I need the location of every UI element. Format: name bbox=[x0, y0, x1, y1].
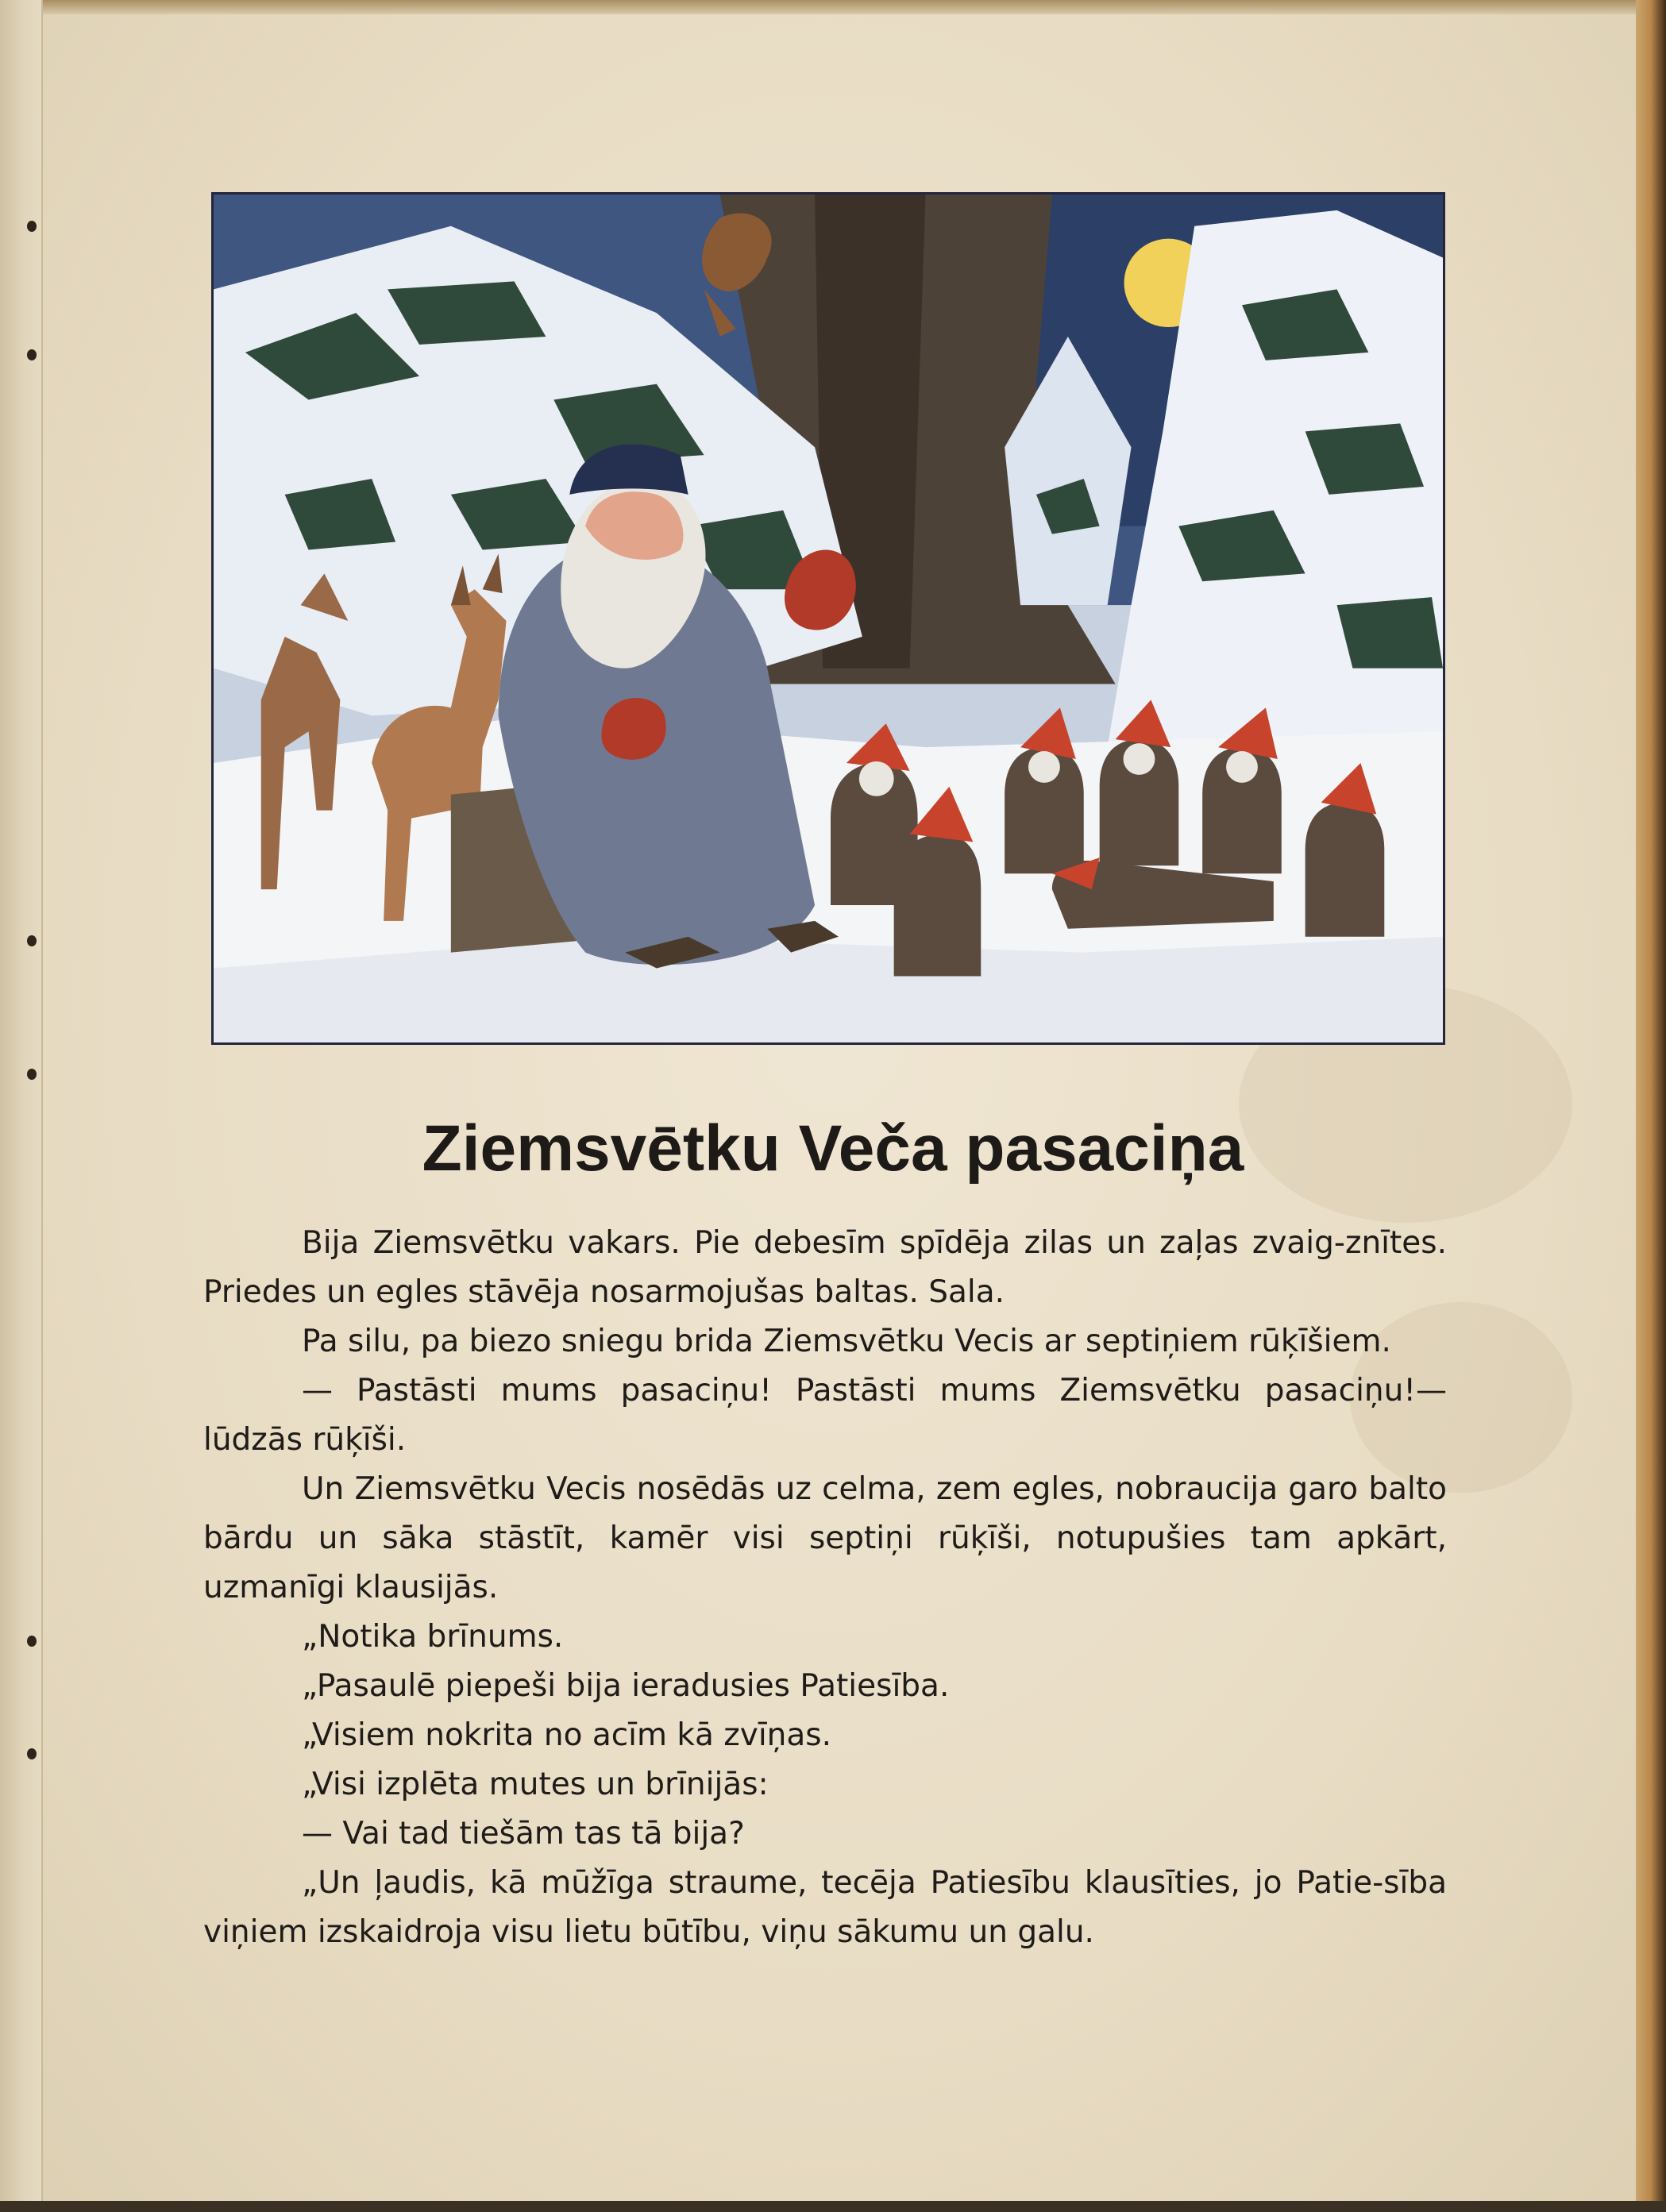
paragraph: — Vai tad tiešām tas tā bija? bbox=[302, 1816, 745, 1852]
page-bottom-edge bbox=[0, 2201, 1666, 2212]
binding-hole bbox=[27, 1748, 37, 1759]
page-top-edge bbox=[0, 0, 1666, 14]
paragraph: Pa silu, pa biezo sniegu brida Ziemsvētku Vecis ar septiņiem rūķīšiem. bbox=[302, 1324, 1391, 1359]
binding-hole bbox=[27, 349, 37, 360]
paragraph: „Un ļaudis, kā mūžīga straume, tecēja Patiesību klausīties, jo Patie-sība viņiem izskaidroja visu lietu būtību, viņu sākumu un galu. bbox=[203, 1865, 1447, 1950]
page-right-edge bbox=[1636, 0, 1666, 2212]
page-binding-edge bbox=[0, 0, 43, 2212]
paragraph: „Visi izplēta mutes un brīnijās: bbox=[302, 1767, 769, 1802]
paragraph: „Pasaulē piepeši bija ieradusies Patiesība. bbox=[302, 1668, 950, 1704]
binding-hole bbox=[27, 1636, 37, 1647]
paragraph: „Visiem nokrita no acīm kā zvīņas. bbox=[302, 1717, 831, 1753]
binding-hole bbox=[27, 1069, 37, 1080]
paragraph: Un Ziemsvētku Vecis nosēdās uz celma, zem egles, nobraucija garo balto bārdu un sāka stāstīt, kamēr visi septiņi rūķīši, notupušies tam apkārt, uzmanīgi klausijās. bbox=[203, 1471, 1447, 1605]
story-text bbox=[203, 1219, 1447, 1957]
illustration-santa-gnomes-deer bbox=[211, 192, 1445, 1045]
winter-forest-scene bbox=[214, 195, 1443, 1042]
binding-hole bbox=[27, 935, 37, 946]
paragraph: Bija Ziemsvētku vakars. Pie debesīm spīdēja zilas un zaļas zvaig-znītes. Priedes un egles stāvēja nosarmojušas baltas. Sala. bbox=[203, 1225, 1447, 1310]
binding-hole bbox=[27, 221, 37, 232]
page-title: Ziemsvētku Veča pasaciņa bbox=[422, 1112, 1244, 1185]
paragraph: „Notika brīnums. bbox=[302, 1619, 564, 1655]
paragraph: — Pastāsti mums pasaciņu! Pastāsti mums Ziemsvētku pasaciņu!— lūdzās rūķīši. bbox=[203, 1373, 1447, 1458]
